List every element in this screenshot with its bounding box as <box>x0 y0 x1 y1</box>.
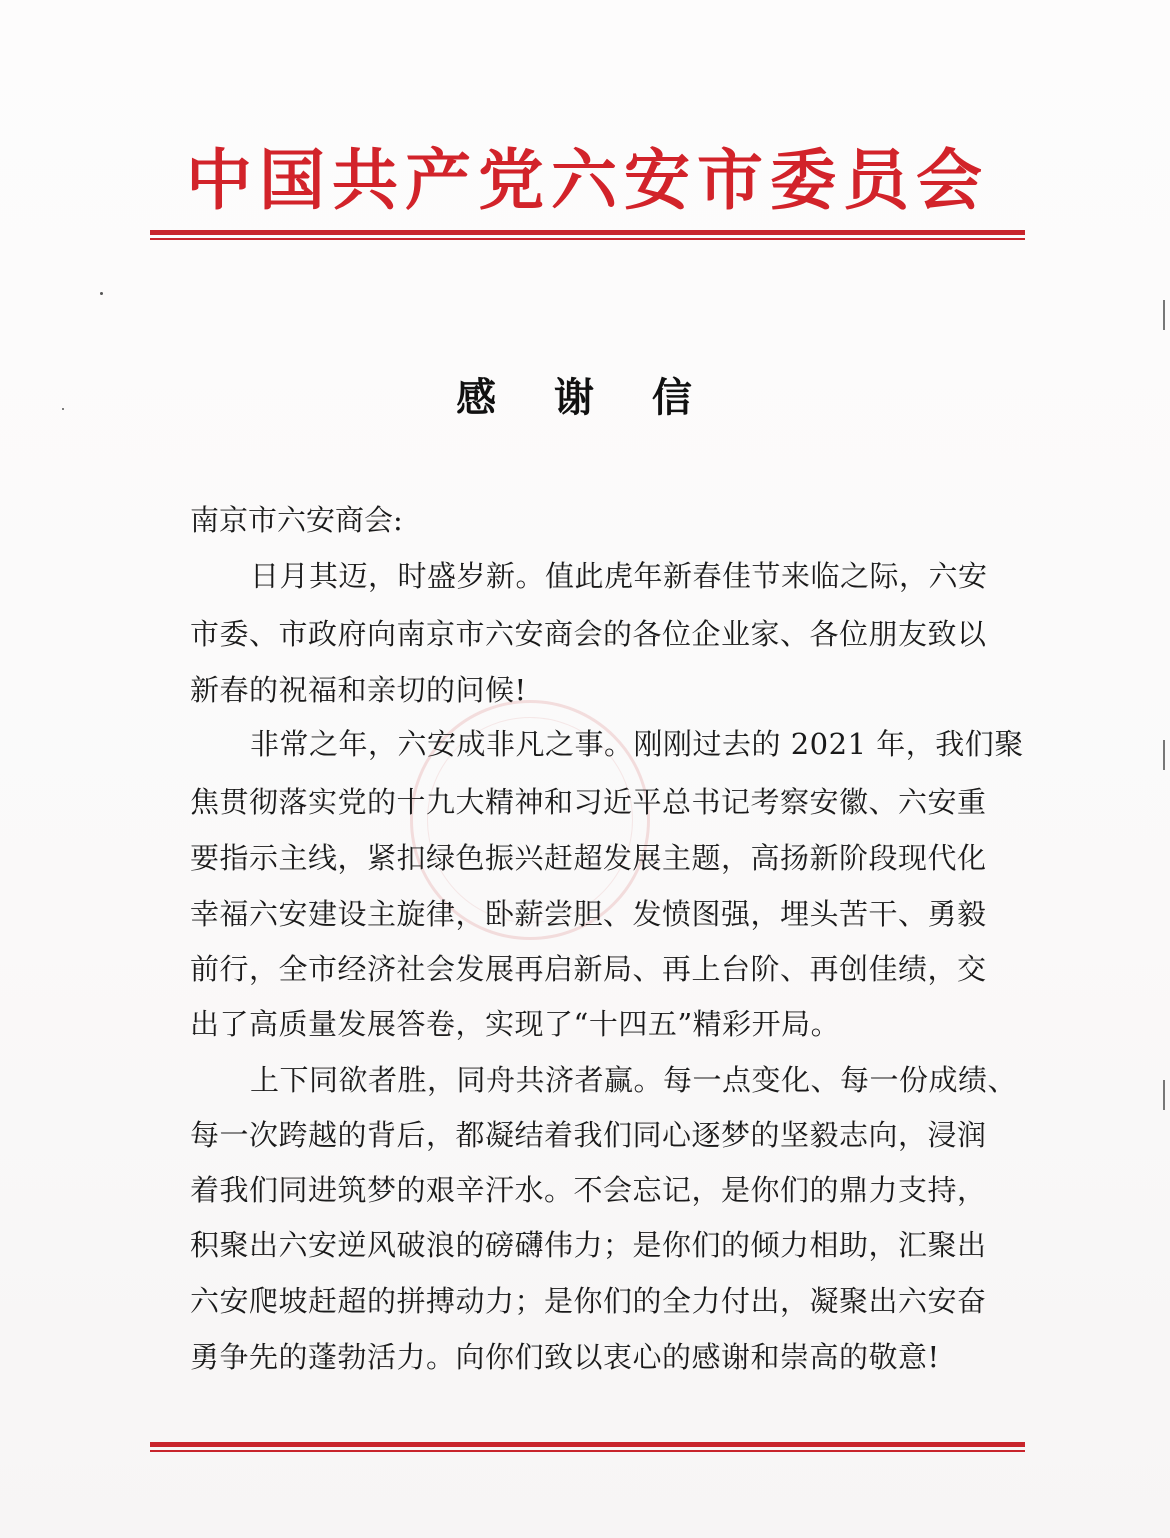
body-line: 新春的祝福和亲切的问候! <box>190 673 527 707</box>
footer-red-rule <box>150 1442 1025 1452</box>
body-line: 勇争先的蓬勃活力。向你们致以衷心的感谢和崇高的敬意! <box>190 1340 940 1374</box>
letterhead-title: 中国共产党六安市委员会 <box>186 141 989 219</box>
scan-edge-mark <box>1163 1080 1165 1110</box>
body-line: 前行，全市经济社会发展再启新局、再上台阶、再创佳绩，交 <box>190 952 987 986</box>
scan-speck <box>100 292 103 295</box>
scan-edge-mark <box>1163 300 1165 330</box>
body-line: 积聚出六安逆风破浪的磅礴伟力；是你们的倾力相助，汇聚出 <box>190 1228 987 1262</box>
body-line: 市委、市政府向南京市六安商会的各位企业家、各位朋友致以 <box>190 617 987 651</box>
body-line: 要指示主线，紧扣绿色振兴赶超发展主题，高扬新阶段现代化 <box>190 841 987 875</box>
scan-speck <box>62 408 64 410</box>
salutation: 南京市六安商会: <box>190 503 403 537</box>
body-line: 非常之年，六安成非凡之事。刚刚过去的 2021 年，我们聚 <box>250 727 1024 761</box>
body-line: 每一次跨越的背后，都凝结着我们同心逐梦的坚毅志向，浸润 <box>190 1118 987 1152</box>
body-line: 上下同欲者胜，同舟共济者赢。每一点变化、每一份成绩、 <box>250 1063 1018 1097</box>
scan-edge-mark <box>1163 740 1165 770</box>
document-title: 感 谢 信 <box>456 374 714 421</box>
letterhead-red-rule <box>150 230 1025 240</box>
body-line: 出了高质量发展答卷，实现了“十四五”精彩开局。 <box>190 1007 841 1041</box>
body-line: 日月其迈，时盛岁新。值此虎年新春佳节来临之际，六安 <box>250 559 988 593</box>
body-line: 着我们同进筑梦的艰辛汗水。不会忘记，是你们的鼎力支持， <box>190 1173 987 1207</box>
body-line: 六安爬坡赶超的拼搏动力；是你们的全力付出，凝聚出六安奋 <box>190 1284 987 1318</box>
body-line: 幸福六安建设主旋律，卧薪尝胆、发愤图强，埋头苦干、勇毅 <box>190 897 987 931</box>
body-line: 焦贯彻落实党的十九大精神和习近平总书记考察安徽、六安重 <box>190 785 987 819</box>
